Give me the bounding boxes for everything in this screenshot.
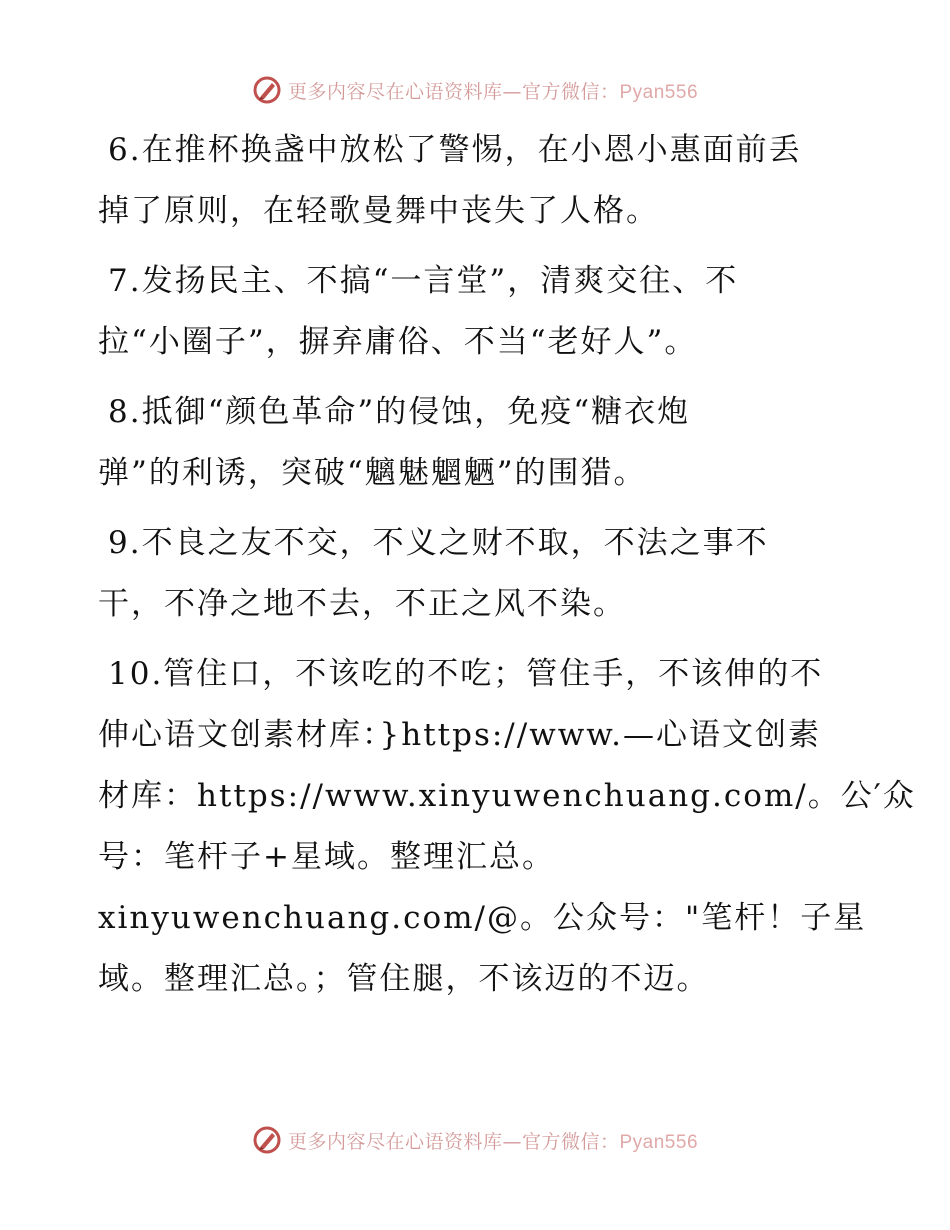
paragraph-line: 弹”的利诱，突破“魑魅魍魉”的围猎。 <box>98 455 647 491</box>
header-handle: Pyan556 <box>619 81 699 103</box>
paragraph-line: 拉“小圈子”，摒弃庸俗、不当“老好人”。 <box>98 324 698 360</box>
paragraph-line: 7.发扬民主、不搞“一言堂”，清爽交往、不 <box>108 263 739 299</box>
paragraph-line: 号：笔杆子+星域。整理汇总。 <box>98 839 555 875</box>
footer-banner-text <box>288 1127 698 1154</box>
paragraph-line: 干，不净之地不去，不正之风不染。 <box>98 586 626 622</box>
footer-banner <box>0 1120 950 1160</box>
paragraph-line: xinyuwenchuang.com/@。公众号："笔杆！子星 <box>98 900 867 936</box>
footer-text: 更多内容尽在心语资料库—官方微信： <box>287 1130 620 1153</box>
paragraph-8 <box>98 382 898 504</box>
paragraph-9 <box>98 513 898 635</box>
paragraph-line: 10.管住口，不该吃的不吃；管住手，不该伸的不 <box>108 656 824 692</box>
header-text: 更多内容尽在心语资料库—官方微信： <box>287 80 620 103</box>
header-banner-text <box>288 77 698 104</box>
paragraph-6 <box>98 120 898 242</box>
paragraph-line: 掉了原则，在轻歌曼舞中丧失了人格。 <box>98 193 659 229</box>
pen-logo-icon <box>252 75 282 105</box>
paragraph-line: 9.不良之友不交，不义之财不取，不法之事不 <box>108 525 769 561</box>
paragraph-line: 材库：https://www.xinyuwenchuang.com/。公′众 <box>98 778 916 814</box>
paragraph-10 <box>98 644 916 1010</box>
footer-handle: Pyan556 <box>619 1131 699 1153</box>
paragraph-7 <box>98 251 898 373</box>
pen-logo-icon <box>252 1125 282 1155</box>
paragraph-line: 8.抵御“颜色革命”的侵蚀，免疫“糖衣炮 <box>108 394 691 430</box>
document-body <box>98 120 916 1010</box>
paragraph-line: 域。整理汇总。；管住腿，不该迈的不迈。 <box>98 961 710 997</box>
paragraph-line: 伸心语文创素材库：}https://www.—心语文创素 <box>98 717 821 753</box>
paragraph-line: 6.在推杯换盏中放松了警惕，在小恩小惠面前丢 <box>108 132 802 168</box>
header-banner <box>0 70 950 110</box>
